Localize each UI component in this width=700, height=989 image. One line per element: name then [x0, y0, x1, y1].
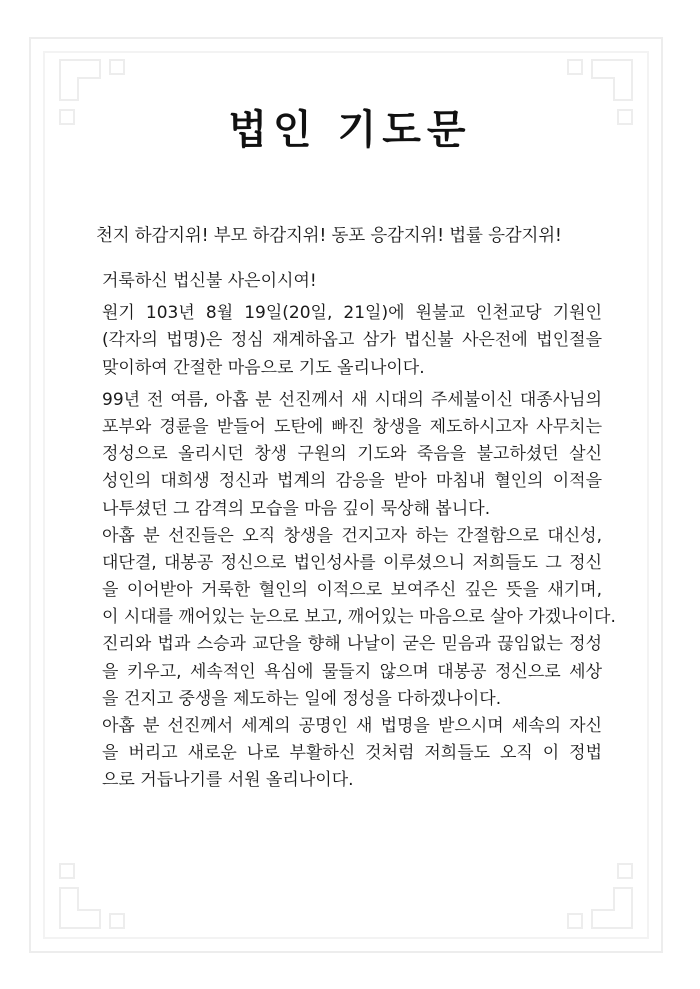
paragraph	[102, 300, 602, 382]
text-line: 으로 거듭나기를 서원 올리나이다.	[102, 770, 354, 791]
text-line: 맞이하여 간절한 마음으로 기도 올리나이다.	[102, 357, 425, 378]
text-line: 을 건지고 중생을 제도하는 일에 정성을 다하겠나이다.	[102, 688, 502, 709]
paragraph	[102, 523, 616, 632]
paragraph	[102, 268, 602, 295]
text-line: 을 버리고 새로운 나로 부활하신 것처럼 저희들도 오직 이 정법	[102, 743, 602, 764]
text-line: 포부와 경륜을 받들어 도탄에 빠진 창생을 제도하시고자 사무치는	[102, 416, 602, 437]
text-line: 대단결, 대봉공 정신으로 법인성사를 이루셨으니 저희들도 그 정신	[102, 552, 602, 573]
paragraph	[102, 387, 602, 523]
prayer-body	[102, 268, 616, 795]
text-line: 진리와 법과 스승과 교단을 향해 나날이 굳은 믿음과 끊임없는 정성	[102, 634, 602, 655]
text-line: 나투셨던 그 감격의 모습을 마음 깊이 묵상해 봅니다.	[102, 498, 491, 519]
text-line: 을 키우고, 세속적인 욕심에 물들지 않으며 대봉공 정신으로 세상	[102, 661, 602, 682]
text-line: 이 시대를 깨어있는 눈으로 보고, 깨어있는 마음으로 살아 가겠나이다.	[102, 607, 616, 628]
paragraph	[102, 713, 602, 795]
text-line: 99년 전 여름, 아홉 분 선진께서 새 시대의 주세불이신 대종사님의	[102, 389, 602, 410]
text-line: 정성으로 올리시던 창생 구원의 기도와 죽음을 불고하셨던 살신	[102, 444, 602, 465]
invocation-line: 천지 하감지위! 부모 하감지위! 동포 응감지위! 법률 응감지위!	[96, 226, 562, 246]
text-line: 아홉 분 선진들은 오직 창생을 건지고자 하는 간절함으로 대신성,	[102, 525, 602, 546]
text-line: (각자의 법명)은 정심 재계하옵고 삼가 법신불 사은전에 법인절을	[102, 330, 602, 351]
page-title: 법인 기도문	[228, 107, 472, 153]
text-line: 거룩하신 법신불 사은이시여!	[102, 271, 317, 291]
text-line: 을 이어받아 거룩한 혈인의 이적으로 보여주신 깊은 뜻을 새기며,	[102, 580, 602, 601]
text-line: 원기 103년 8월 19일(20일, 21일)에 원불교 인천교당 기원인	[102, 303, 602, 324]
text-line: 성인의 대희생 정신과 법계의 감응을 받아 마침내 혈인의 이적을	[102, 471, 602, 492]
paragraph	[102, 631, 602, 713]
text-line: 아홉 분 선진께서 세계의 공명인 새 법명을 받으시며 세속의 자신	[102, 716, 602, 736]
